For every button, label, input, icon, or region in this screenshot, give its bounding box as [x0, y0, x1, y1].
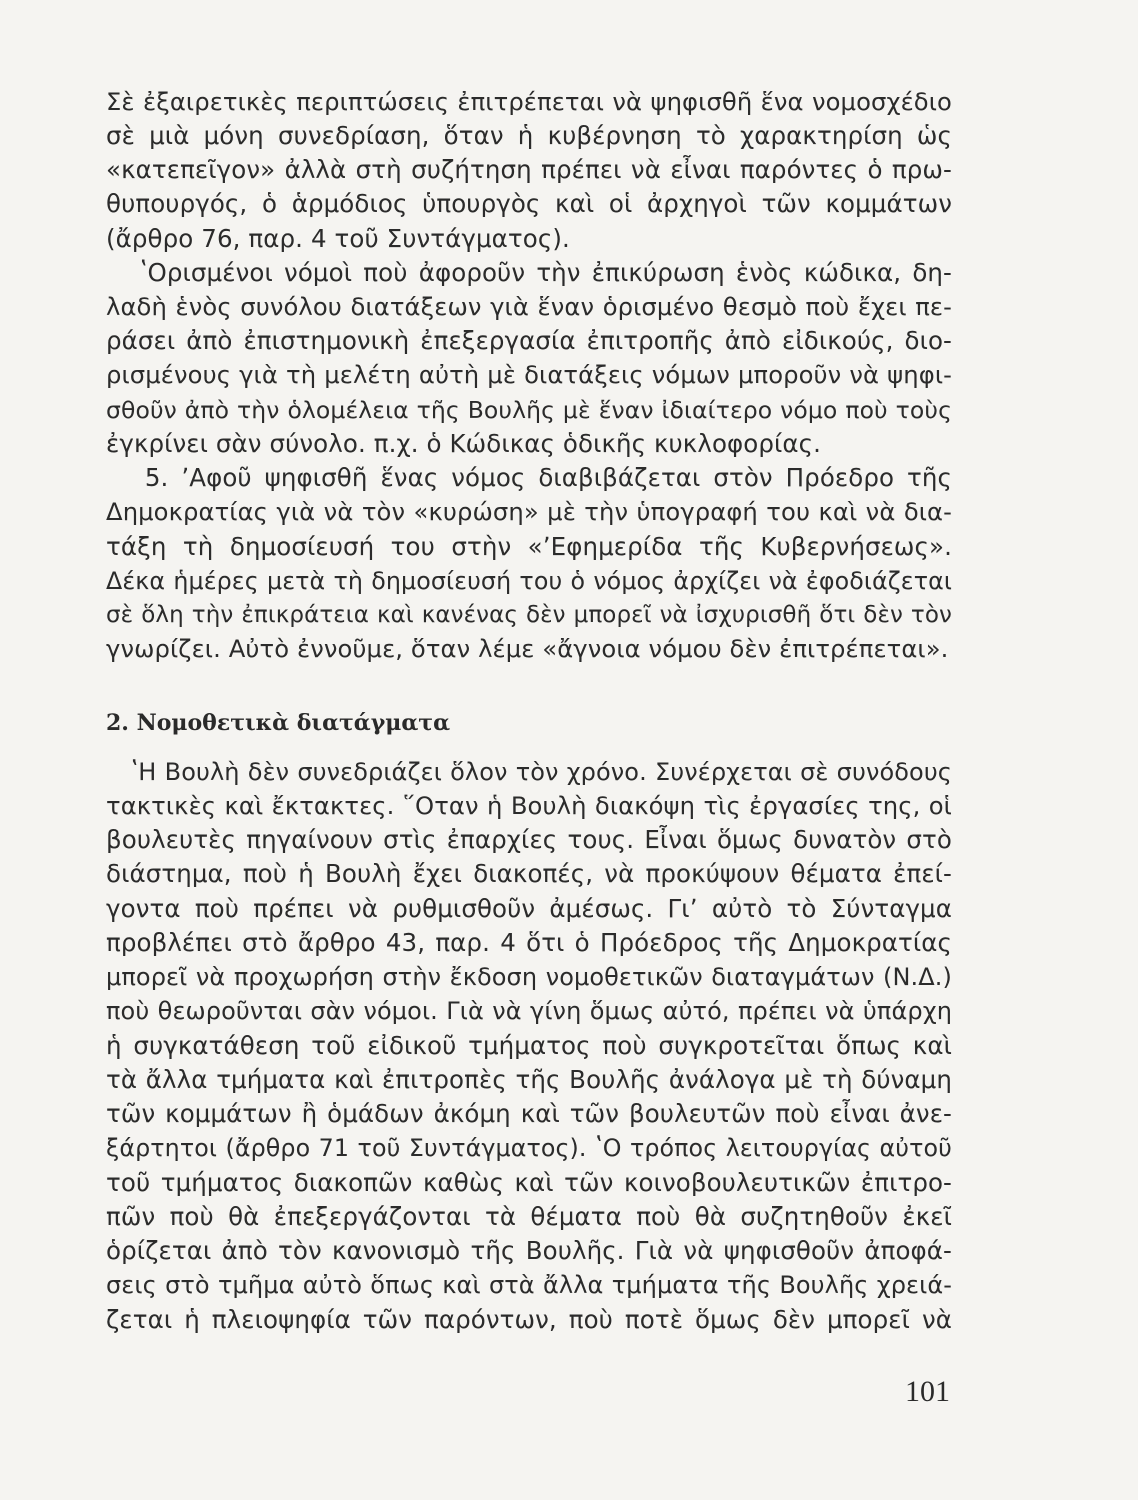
text-line: τοῦ τμήματος διακοπῶν καθὼς καὶ τῶν κοινοβουλευτικῶν ἐπιτρο-	[106, 1168, 952, 1197]
text-line: ἐγκρίνει σὰν σύνολο. π.χ. ὁ Κώδικας ὁδικῆς κυκλοφορίας.	[106, 429, 822, 458]
text-line: σὲ ὅλη τὴν ἐπικράτεια καὶ κανένας δὲν μπορεῖ νὰ ἰσχυρισθῆ ὅτι δὲν τὸν	[106, 602, 952, 628]
text-line: ʽΗ Βουλὴ δὲν συνεδριάζει ὅλον τὸν χρόνο. Συνέρχεται σὲ συνόδους	[106, 758, 952, 786]
text-line: «κατεπεῖγον» ἀλλὰ στὴ συζήτηση πρέπει νὰ εἶναι παρόντες ὁ πρω-	[106, 155, 952, 184]
text-line: ποὺ θεωροῦνται σὰν νόμοι. Γιὰ νὰ γίνη ὅμως αὐτό, πρέπει νὰ ὑπάρχη	[106, 997, 952, 1025]
text-line: θυπουργός, ὁ ἁρμόδιος ὑπουργὸς καὶ οἱ ἀρχηγοὶ τῶν κομμάτων	[106, 189, 952, 218]
text-line: ʽΟρισμένοι νόμοὶ ποὺ ἀφοροῦν τὴν ἐπικύρωση ἑνὸς κώδικα, δη-	[106, 258, 952, 287]
text-line: γνωρίζει. Αὐτὸ ἐννοῦμε, ὅταν λέμε «ἄγνοια νόμου δὲν ἐπιτρέπεται».	[106, 634, 949, 663]
text-line: ὁρίζεται ἀπὸ τὸν κανονισμὸ τῆς Βουλῆς. Γιὰ νὰ ψηφισθοῦν ἀποφά-	[106, 1236, 952, 1265]
text-line: ρισμένους γιὰ τὴ μελέτη αὐτὴ μὲ διατάξεις νόμων μποροῦν νὰ ψηφι-	[106, 360, 952, 389]
text-line: ζεται ἡ πλειοψηφία τῶν παρόντων, ποὺ ποτὲ ὅμως δὲν μπορεῖ νὰ	[106, 1305, 952, 1334]
text-line: τὰ ἄλλα τμήματα καὶ ἐπιτροπὲς τῆς Βουλῆς ἀνάλογα μὲ τὴ δύναμη	[106, 1065, 952, 1094]
text-line: Δέκα ἡμέρες μετὰ τὴ δημοσίευσή του ὁ νόμος ἀρχίζει νὰ ἐφοδιάζεται	[106, 567, 952, 595]
section-heading: 2. Νομοθετικὰ διατάγματα	[106, 710, 451, 736]
text-line: σθοῦν ἀπὸ τὴν ὁλομέλεια τῆς Βουλῆς μὲ ἕναν ἰδιαίτερο νόμο ποὺ τοὺς	[106, 396, 952, 424]
text-line: τάξη τὴ δημοσίευσή του στὴν «ʼΕφημερίδα τῆς Κυβερνήσεως».	[106, 532, 952, 561]
text-line: πῶν ποὺ θὰ ἐπεξεργάζονται τὰ θέματα ποὺ θὰ συζητηθοῦν ἐκεῖ	[106, 1202, 952, 1231]
text-line: ράσει ἀπὸ ἐπιστημονικὴ ἐπεξεργασία ἐπιτροπῆς ἀπὸ εἰδικούς, διο-	[106, 326, 952, 355]
text-line: μπορεῖ νὰ προχωρήση στὴν ἔκδοση νομοθετικῶν διαταγμάτων (Ν.Δ.)	[106, 963, 952, 991]
text-line: λαδὴ ἑνὸς συνόλου διατάξεων γιὰ ἕναν ὁρισμένο θεσμὸ ποὺ ἔχει πε-	[106, 292, 952, 321]
text-line: σὲ μιὰ μόνη συνεδρίαση, ὅταν ἡ κυβέρνηση τὸ χαρακτηρίση ὡς	[106, 121, 952, 150]
text-line: τῶν κομμάτων ἢ ὁμάδων ἀκόμη καὶ τῶν βουλευτῶν ποὺ εἶναι ἀνε-	[106, 1099, 952, 1128]
text-line: βουλευτὲς πηγαίνουν στὶς ἐπαρχίες τους. Εἶναι ὅμως δυνατὸν στὸ	[106, 825, 952, 854]
text-line: 5. ʼΑφοῦ ψηφισθῆ ἕνας νόμος διαβιβάζεται στὸν Πρόεδρο τῆς	[106, 463, 952, 492]
text-line: προβλέπει στὸ ἄρθρο 43, παρ. 4 ὅτι ὁ Πρόεδρος τῆς Δημοκρατίας	[106, 928, 952, 957]
text-line: σεις στὸ τμῆμα αὐτὸ ὅπως καὶ στὰ ἄλλα τμήματα τῆς Βουλῆς χρειά-	[106, 1271, 952, 1299]
text-line: Σὲ ἐξαιρετικὲς περιπτώσεις ἐπιτρέπεται νὰ ψηφισθῆ ἕνα νομοσχέδιο	[106, 87, 952, 116]
text-line: (ἄρθρο 76, παρ. 4 τοῦ Συντάγματος).	[106, 224, 570, 253]
text-line: τακτικὲς καὶ ἔκτακτες. ῞Οταν ἡ Βουλὴ διακόψη τὶς ἐργασίες της, οἱ	[106, 791, 952, 820]
text-line: ἡ συγκατάθεση τοῦ εἰδικοῦ τμήματος ποὺ συγκροτεῖται ὅπως καὶ	[106, 1031, 952, 1060]
text-line: διάστημα, ποὺ ἡ Βουλὴ ἔχει διακοπές, νὰ προκύψουν θέματα ἐπεί-	[106, 859, 952, 888]
text-line: γοντα ποὺ πρέπει νὰ ρυθμισθοῦν ἀμέσως. Γιʼ αὐτὸ τὸ Σύνταγμα	[106, 894, 952, 923]
text-line: Δημοκρατίας γιὰ νὰ τὸν «κυρώση» μὲ τὴν ὑπογραφή του καὶ νὰ δια-	[106, 497, 952, 526]
page-number: 101	[905, 1375, 950, 1408]
text-line: ξάρτητοι (ἄρθρο 71 τοῦ Συντάγματος). ʽΟ τρόπος λειτουργίας αὐτοῦ	[106, 1134, 952, 1162]
